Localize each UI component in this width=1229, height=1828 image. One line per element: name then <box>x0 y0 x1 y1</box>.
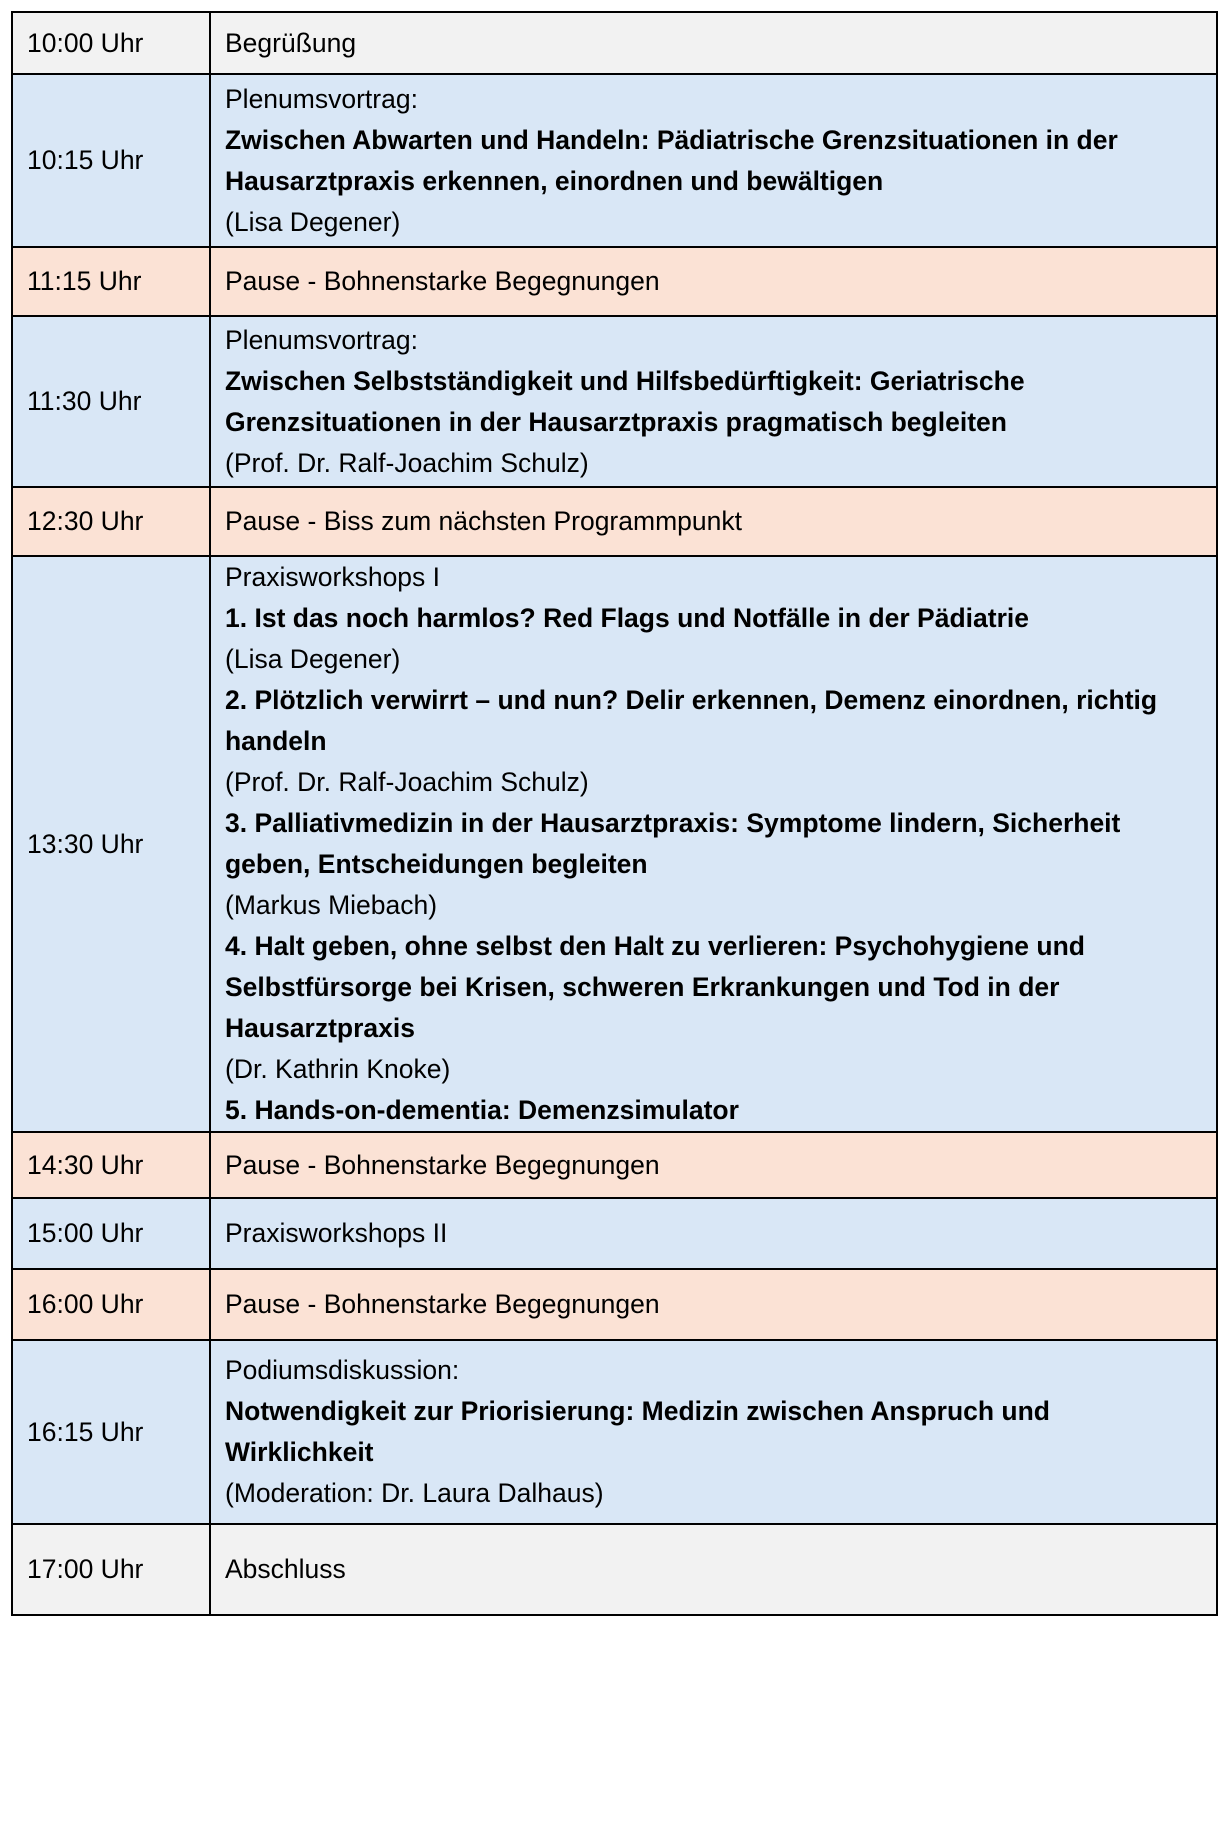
session-text: Plenumsvortrag: <box>225 324 418 355</box>
schedule-row <box>12 74 1217 247</box>
session-text: (Prof. Dr. Ralf-Joachim Schulz) <box>225 447 589 478</box>
session-cell <box>210 1132 1217 1198</box>
schedule-row <box>12 1132 1217 1198</box>
schedule-row <box>12 487 1217 556</box>
session-cell <box>210 74 1217 247</box>
time-cell: 11:30 Uhr <box>12 316 210 487</box>
time-cell: 14:30 Uhr <box>12 1132 210 1198</box>
time-cell: 17:00 Uhr <box>12 1524 210 1615</box>
session-text: Praxisworkshops I <box>225 562 441 592</box>
session-title: 4. Halt geben, ohne selbst den Halt zu verlieren: Psychohygiene und Selbstfürsorge bei Krisen, schweren Erkrankungen und Tod in der Hausarztpraxis <box>225 931 1085 1043</box>
session-title: 5. Hands-on-dementia: Demenzsimulator <box>225 1095 739 1125</box>
session-text: Pause - Bohnenstarke Begegnungen <box>225 266 660 296</box>
schedule-body <box>12 12 1217 1615</box>
schedule-row <box>12 1524 1217 1615</box>
session-title: Zwischen Selbstständigkeit und Hilfsbedürftigkeit: Geriatrische Grenzsituationen in der Hausarztpraxis pragmatisch begleiten <box>225 365 1025 437</box>
schedule-row <box>12 1269 1217 1340</box>
session-text: Podiumsdiskussion: <box>225 1355 460 1385</box>
session-text: (Lisa Degener) <box>225 644 401 674</box>
time-cell: 12:30 Uhr <box>12 487 210 556</box>
session-text: (Markus Miebach) <box>225 890 438 920</box>
session-text: (Lisa Degener) <box>225 206 401 237</box>
time-cell: 15:00 Uhr <box>12 1198 210 1269</box>
session-text: Pause - Biss zum nächsten Programmpunkt <box>225 506 742 536</box>
time-cell: 10:00 Uhr <box>12 12 210 74</box>
schedule-row <box>12 1198 1217 1269</box>
session-title: 2. Plötzlich verwirrt – und nun? Delir erkennen, Demenz einordnen, richtig handeln <box>225 685 1158 756</box>
session-cell <box>210 1269 1217 1340</box>
session-cell <box>210 556 1217 1132</box>
session-title: Notwendigkeit zur Priorisierung: Medizin zwischen Anspruch und Wirklichkeit <box>225 1396 1050 1467</box>
session-title: 1. Ist das noch harmlos? Red Flags und Notfälle in der Pädiatrie <box>225 603 1029 633</box>
session-text: Praxisworkshops II <box>225 1218 448 1248</box>
time-cell: 11:15 Uhr <box>12 247 210 316</box>
time-cell: 13:30 Uhr <box>12 556 210 1132</box>
session-cell <box>210 1198 1217 1269</box>
schedule-row <box>12 1340 1217 1524</box>
time-cell: 16:15 Uhr <box>12 1340 210 1524</box>
session-cell <box>210 247 1217 316</box>
session-text: Begrüßung <box>225 27 357 58</box>
session-cell <box>210 487 1217 556</box>
session-text: (Dr. Kathrin Knoke) <box>225 1054 451 1084</box>
schedule-row <box>12 556 1217 1132</box>
session-title: 3. Palliativmedizin in der Hausarztpraxis: Symptome lindern, Sicherheit geben, Entscheidungen begleiten <box>225 808 1121 879</box>
session-text: (Moderation: Dr. Laura Dalhaus) <box>225 1478 604 1508</box>
session-text: Pause - Bohnenstarke Begegnungen <box>225 1149 660 1180</box>
session-cell <box>210 1340 1217 1524</box>
session-text: Plenumsvortrag: <box>225 83 418 114</box>
schedule-table <box>11 11 1218 1616</box>
session-text: Pause - Bohnenstarke Begegnungen <box>225 1289 660 1319</box>
schedule-row <box>12 247 1217 316</box>
session-text: Abschluss <box>225 1554 346 1584</box>
session-cell <box>210 316 1217 487</box>
time-cell: 16:00 Uhr <box>12 1269 210 1340</box>
session-text: (Prof. Dr. Ralf-Joachim Schulz) <box>225 767 589 797</box>
session-title: Zwischen Abwarten und Handeln: Pädiatrische Grenzsituationen in der Hausarztpraxis erkennen, einordnen und bewältigen <box>225 124 1118 196</box>
session-cell <box>210 12 1217 74</box>
schedule-row <box>12 12 1217 74</box>
time-cell: 10:15 Uhr <box>12 74 210 247</box>
session-cell <box>210 1524 1217 1615</box>
schedule-row <box>12 316 1217 487</box>
